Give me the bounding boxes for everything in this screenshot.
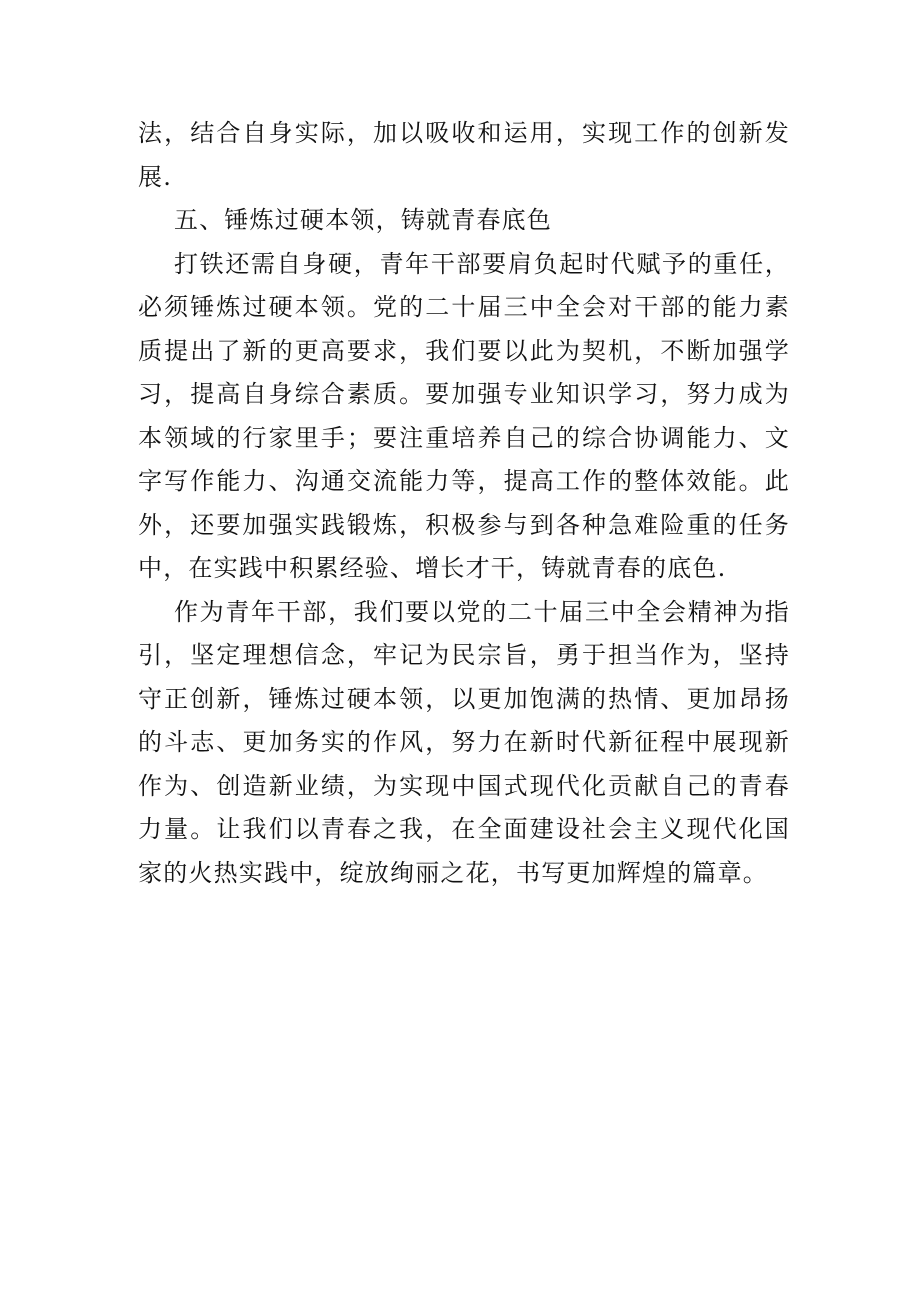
- paragraph-conclusion: 作为青年干部，我们要以党的二十届三中全会精神为指引，坚定理想信念，牢记为民宗旨，勇于担当作为，坚持守正创新，锤炼过硬本领，以更加饱满的热情、更加昂扬的斗志、更加务实的作风，努力在新时代新征程中展现新作为、创造新业绩，为实现中国式现代化贡献自己的青春力量。让我们以青春之我，在全面建设社会主义现代化国家的火热实践中，绽放绚丽之花，书写更加辉煌的篇章。: [138, 597, 790, 887]
- section-heading: 五、锤炼过硬本领，铸就青春底色: [174, 206, 552, 234]
- document-body: [138, 112, 790, 895]
- paragraph-body: 打铁还需自身硬，青年干部要肩负起时代赋予的重任，必须锤炼过硬本领。党的二十届三中全会对干部的能力素质提出了新的更高要求，我们要以此为契机，不断加强学习，提高自身综合素质。要加强专业知识学习，努力成为本领域的行家里手；要注重培养自己的综合协调能力、文字写作能力、沟通交流能力等，提高工作的整体效能。此外，还要加强实践锻炼，积极参与到各种急难险重的任务中，在实践中积累经验、增长才干，铸就青春的底色.: [138, 249, 790, 582]
- paragraph-continuation: 法，结合自身实际，加以吸收和运用，实现工作的创新发展.: [138, 119, 790, 191]
